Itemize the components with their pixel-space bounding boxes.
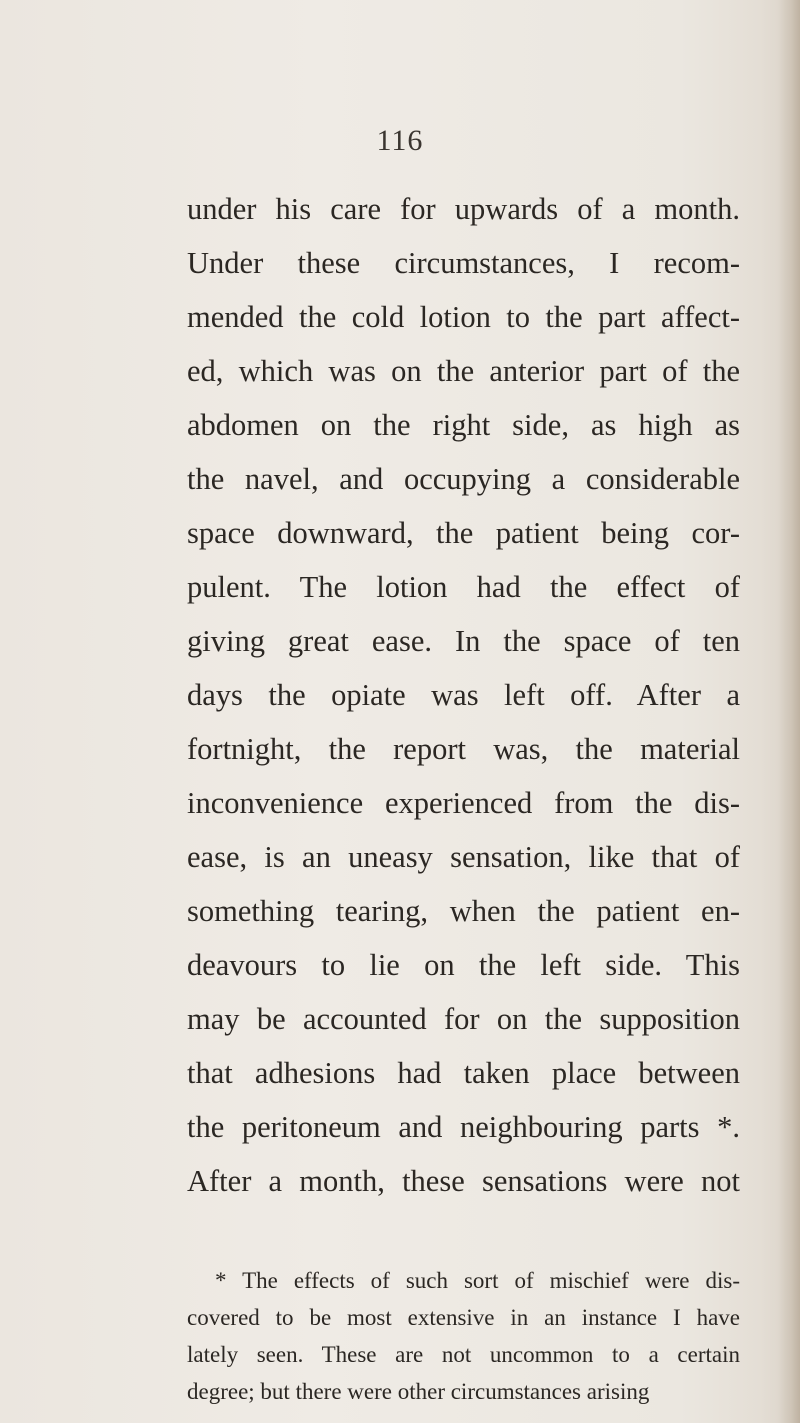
body-line: the navel, and occupying a considerable <box>187 462 740 496</box>
footnote-line: covered to be most extensive in an instance I have <box>187 1305 740 1330</box>
body-line: days the opiate was left off. After a <box>187 678 740 712</box>
body-line: deavours to lie on the left side. This <box>187 948 740 982</box>
footnote-line: degree; but there were other circumstances arising <box>187 1379 650 1404</box>
body-line: inconvenience experienced from the dis- <box>187 786 740 820</box>
footnote-line: * The effects of such sort of mischief were dis- <box>215 1268 740 1293</box>
body-line: space downward, the patient being cor- <box>187 516 740 550</box>
body-line: fortnight, the report was, the material <box>187 732 740 766</box>
body-line: giving great ease. In the space of ten <box>187 624 740 658</box>
body-line: abdomen on the right side, as high as <box>187 408 740 442</box>
body-line: that adhesions had taken place between <box>187 1056 740 1090</box>
body-line: ease, is an uneasy sensation, like that of <box>187 840 740 874</box>
body-line: something tearing, when the patient en- <box>187 894 740 928</box>
body-line: the peritoneum and neighbouring parts *. <box>187 1110 740 1144</box>
body-line: mended the cold lotion to the part affect- <box>187 300 740 334</box>
page-edge-shadow <box>778 0 800 1423</box>
body-line: may be accounted for on the supposition <box>187 1002 740 1036</box>
body-line: under his care for upwards of a month. <box>187 192 740 226</box>
footnote-line: lately seen. These are not uncommon to a certain <box>187 1342 740 1367</box>
body-line: ed, which was on the anterior part of the <box>187 354 740 388</box>
body-line: After a month, these sensations were not <box>187 1164 740 1198</box>
body-line: pulent. The lotion had the effect of <box>187 570 740 604</box>
page-number: 116 <box>376 124 424 157</box>
body-line: Under these circumstances, I recom- <box>187 246 740 280</box>
